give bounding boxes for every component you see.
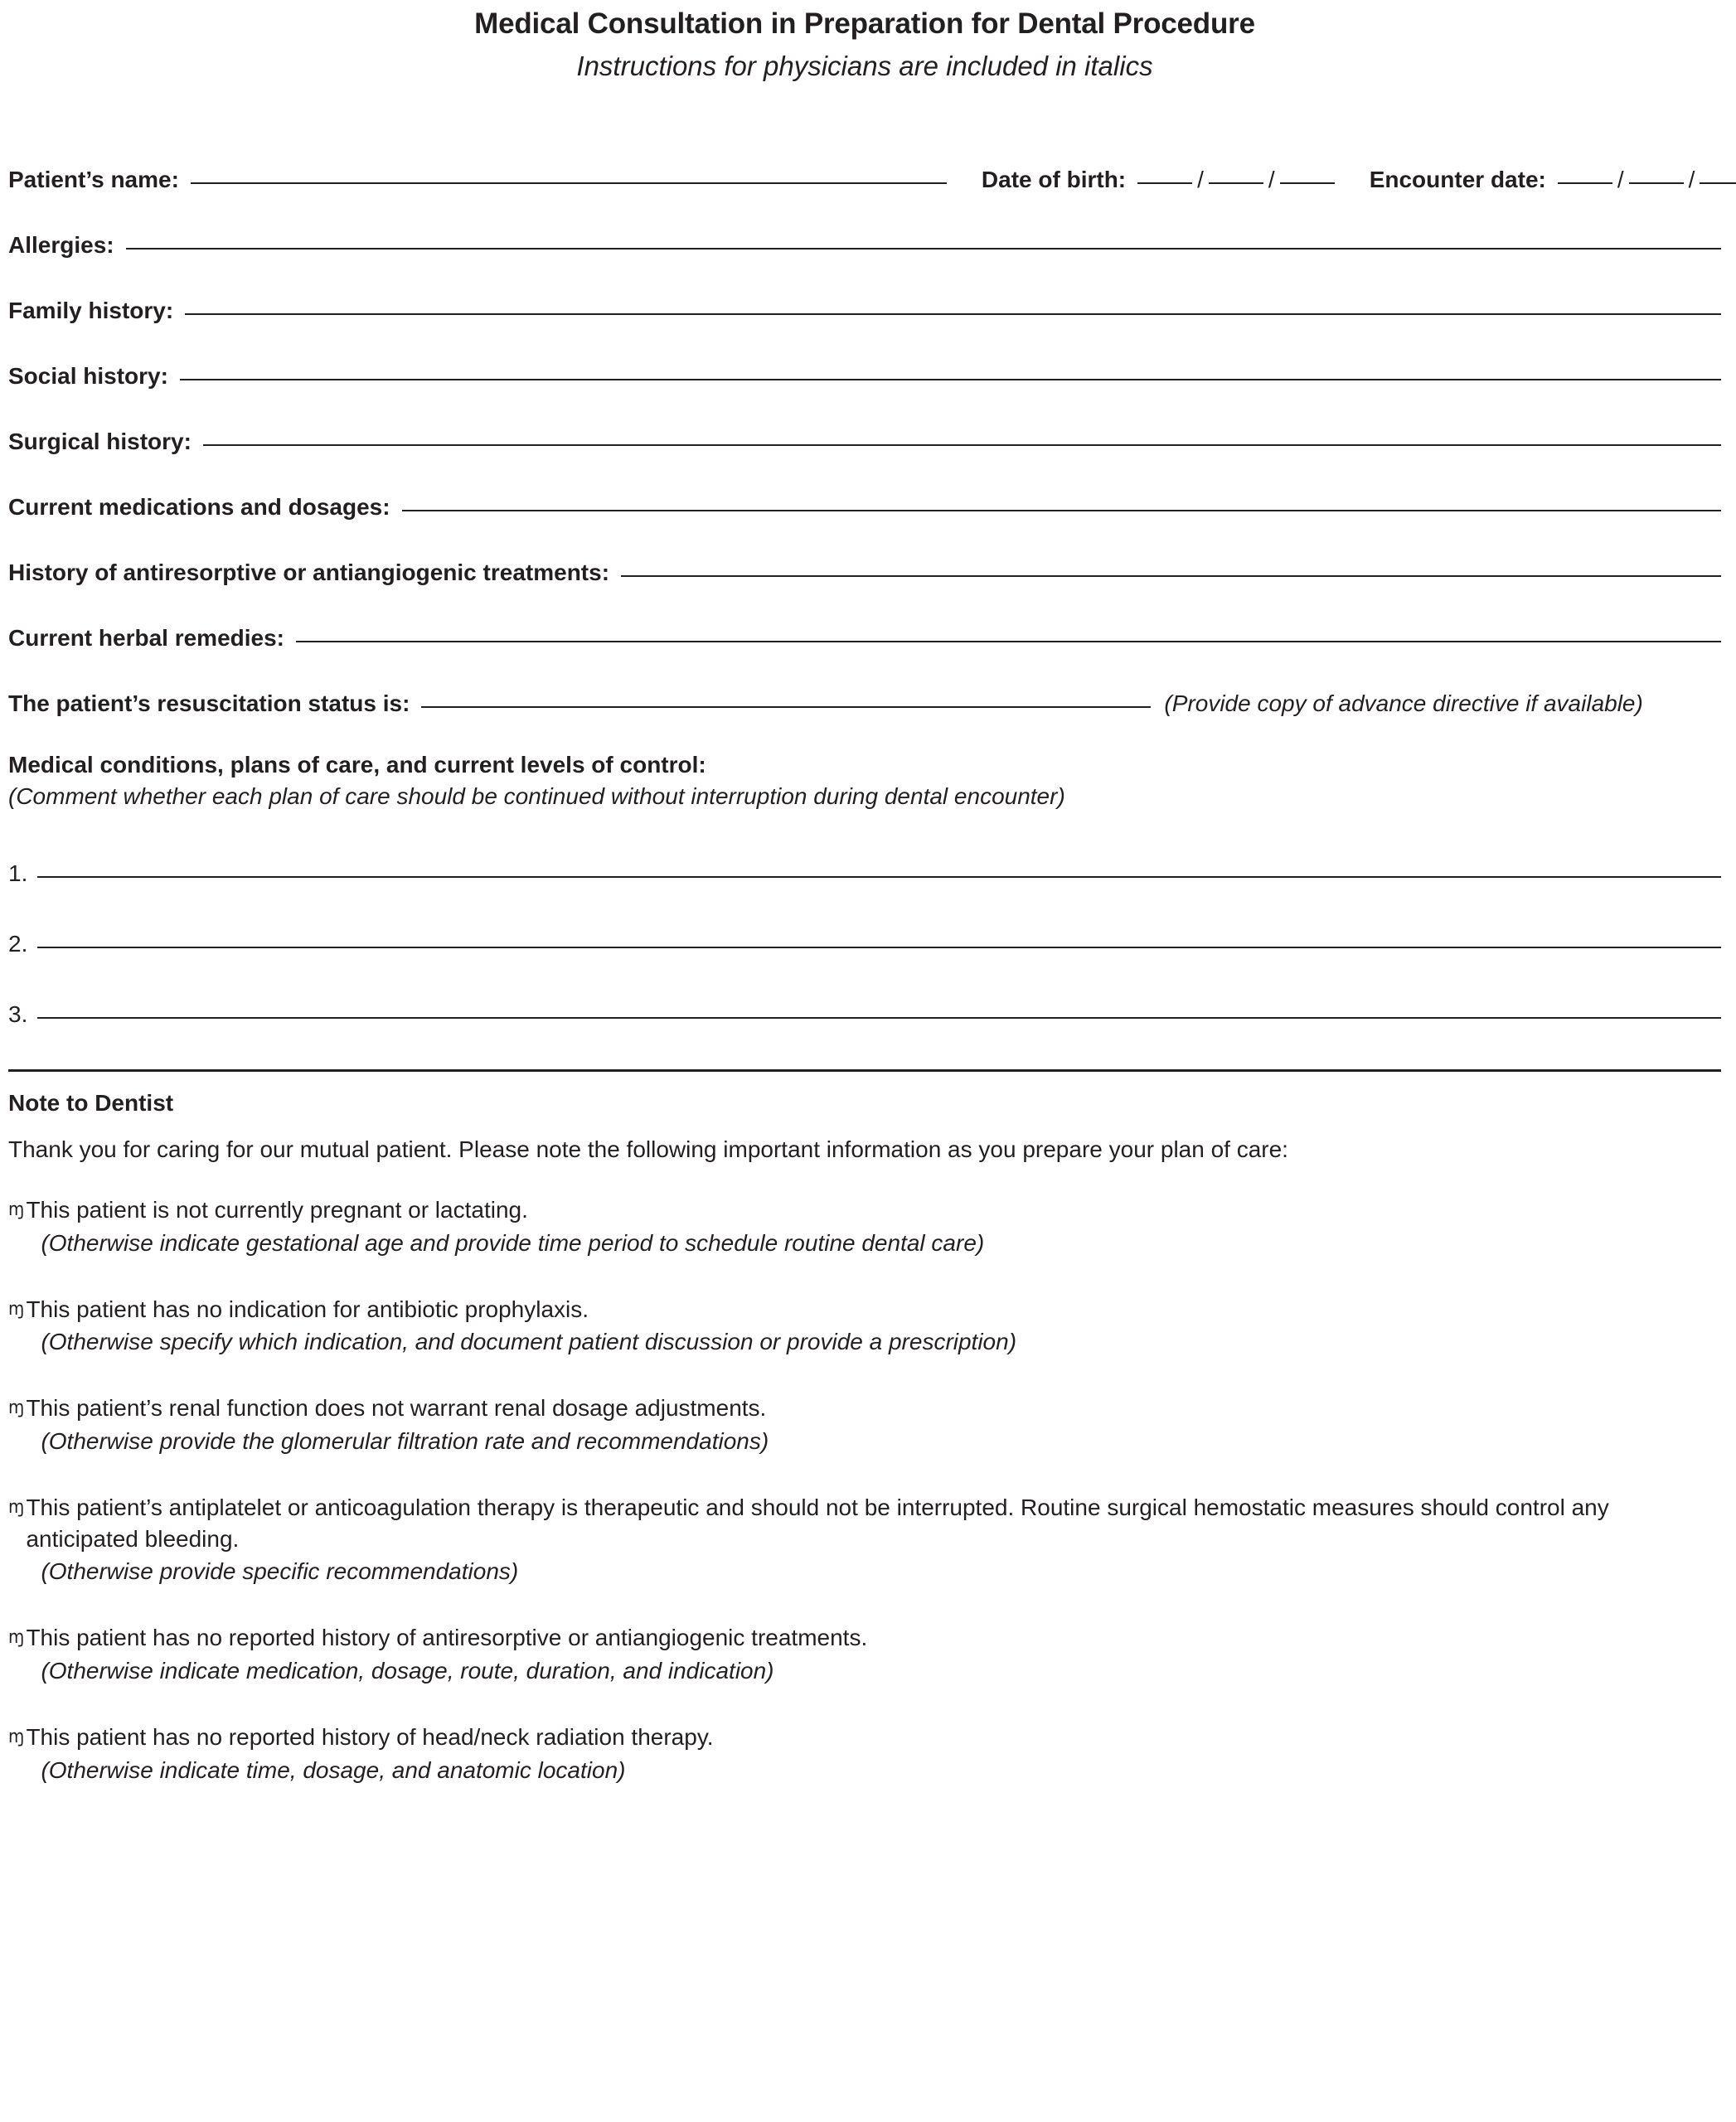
checklist-item-note: (Otherwise specify which indication, and document patient discussion or provide a prescription) [41,1329,1017,1355]
date-of-birth-group [982,164,1335,193]
checklist-item-note: (Otherwise provide the glomerular filtration rate and recommendations) [41,1427,769,1454]
condition-number-3: 3. [8,1000,28,1027]
checklist-item-body [26,1294,1721,1359]
medical-conditions-list [8,858,1721,1028]
date-of-birth-label: Date of birth: [981,166,1127,192]
field-row-surgical-history [8,424,1721,455]
field-row-allergies [8,228,1721,259]
list-item [8,1194,1721,1259]
checklist-item-body [26,1194,1721,1259]
antiresorptive-history-input[interactable] [621,552,1721,577]
encounter-year-slot[interactable] [1700,161,1736,184]
note-to-dentist-section [8,1090,1721,1786]
encounter-slash-1: / [1617,166,1624,192]
herbal-remedies-label: Current herbal remedies: [8,624,284,651]
field-row-family-history [8,293,1721,324]
resuscitation-status-label: The patient’s resuscitation status is: [8,690,410,716]
condition-input-2[interactable] [37,925,1721,948]
checklist-item-text: This patient’s renal function does not warrant renal dosage adjustments. [26,1395,767,1422]
checklist-item-note: (Otherwise indicate gestational age and provide time period to schedule routine dental care) [41,1229,985,1256]
checkbox-icon[interactable]: ɱ [8,1298,25,1320]
checkbox-icon[interactable]: ɱ [8,1627,25,1649]
current-medications-label: Current medications and dosages: [8,493,390,520]
social-history-input[interactable] [180,356,1721,380]
field-row-resuscitation-status [8,686,1721,717]
encounter-day-slot[interactable] [1629,161,1684,184]
consultation-form [0,7,1736,1853]
checklist-item-text: This patient has no reported history of antiresorptive or antiangiogenic treatments. [26,1625,868,1651]
medical-conditions-heading: Medical conditions, plans of care, and current levels of control: [8,751,706,778]
social-history-label: Social history: [8,362,168,389]
section-divider [8,1069,1721,1072]
field-row-social-history [8,359,1721,390]
note-to-dentist-checklist [8,1194,1721,1785]
family-history-input[interactable] [185,290,1721,315]
checkbox-icon[interactable]: ɱ [8,1199,25,1220]
checklist-item-note: (Otherwise provide specific recommendations) [41,1558,519,1585]
checklist-item-body [26,1492,1721,1587]
note-to-dentist-intro: Thank you for caring for our mutual patient. Please note the following important information as you prepare your plan of care: [8,1136,1288,1162]
checklist-item-text: This patient’s antiplatelet or anticoagulation therapy is therapeutic and should not be interrupted. Routine surgical hemostatic measures should control any anticipated bleeding. [26,1494,1609,1552]
allergies-input[interactable] [126,225,1721,250]
list-item [8,1294,1721,1359]
resuscitation-status-input[interactable] [421,683,1151,708]
dob-slash-1: / [1197,166,1204,192]
checkbox-icon[interactable]: ɱ [8,1726,25,1747]
checklist-item-text: This patient has no reported history of head/neck radiation therapy. [26,1723,714,1750]
encounter-date-input[interactable] [1558,161,1736,190]
field-row-antiresorptive-history [8,555,1721,586]
surgical-history-label: Surgical history: [8,428,192,454]
current-medications-input[interactable] [402,487,1721,511]
list-item [8,1722,1721,1786]
field-row-herbal-remedies [8,621,1721,652]
condition-input-1[interactable] [37,855,1721,878]
surgical-history-input[interactable] [203,421,1721,446]
encounter-date-label: Encounter date: [1369,166,1546,192]
dob-year-slot[interactable] [1280,161,1335,184]
page-subtitle: Instructions for physicians are included in italics [576,51,1153,81]
checkbox-icon[interactable]: ɱ [8,1496,25,1518]
medical-conditions-section [8,752,1721,1028]
patient-name-label: Patient’s name: [8,166,179,192]
dob-month-slot[interactable] [1137,161,1192,184]
resuscitation-status-note: (Provide copy of advance directive if available) [1164,690,1643,716]
checklist-item-text: This patient is not currently pregnant or lactating. [26,1196,528,1223]
checklist-item-body [26,1393,1721,1457]
checklist-item-body [26,1622,1721,1687]
page-title: Medical Consultation in Preparation for Dental Procedure [474,7,1255,40]
checklist-item-text: This patient has no indication for antibiotic prophylaxis. [26,1296,589,1322]
family-history-label: Family history: [8,297,174,323]
list-item [8,1492,1721,1587]
checklist-item-note: (Otherwise indicate medication, dosage, route, duration, and indication) [41,1657,774,1684]
patient-identification-row [8,162,1721,193]
antiresorptive-history-label: History of antiresorptive or antiangiogenic treatments: [8,559,610,585]
checklist-item-note: (Otherwise indicate time, dosage, and anatomic location) [41,1756,626,1783]
list-item [8,1622,1721,1687]
list-item [8,858,1721,887]
condition-input-3[interactable] [37,996,1721,1019]
dob-day-slot[interactable] [1209,161,1263,184]
encounter-slash-2: / [1688,166,1695,192]
patient-name-input[interactable] [191,159,947,184]
date-of-birth-input[interactable] [1137,161,1335,190]
condition-number-1: 1. [8,860,28,886]
checkbox-icon[interactable]: ɱ [8,1398,25,1419]
checklist-item-body [26,1722,1721,1786]
condition-number-2: 2. [8,930,28,957]
dob-slash-2: / [1268,166,1275,192]
note-to-dentist-title: Note to Dentist [8,1089,174,1116]
encounter-date-group [1370,164,1736,193]
list-item [8,999,1721,1028]
allergies-label: Allergies: [8,231,114,258]
encounter-month-slot[interactable] [1558,161,1612,184]
list-item [8,928,1721,957]
field-row-current-medications [8,490,1721,521]
medical-conditions-instruction: (Comment whether each plan of care should be continued without interruption during dental encounter) [8,782,1065,809]
list-item [8,1393,1721,1457]
herbal-remedies-input[interactable] [296,618,1721,642]
